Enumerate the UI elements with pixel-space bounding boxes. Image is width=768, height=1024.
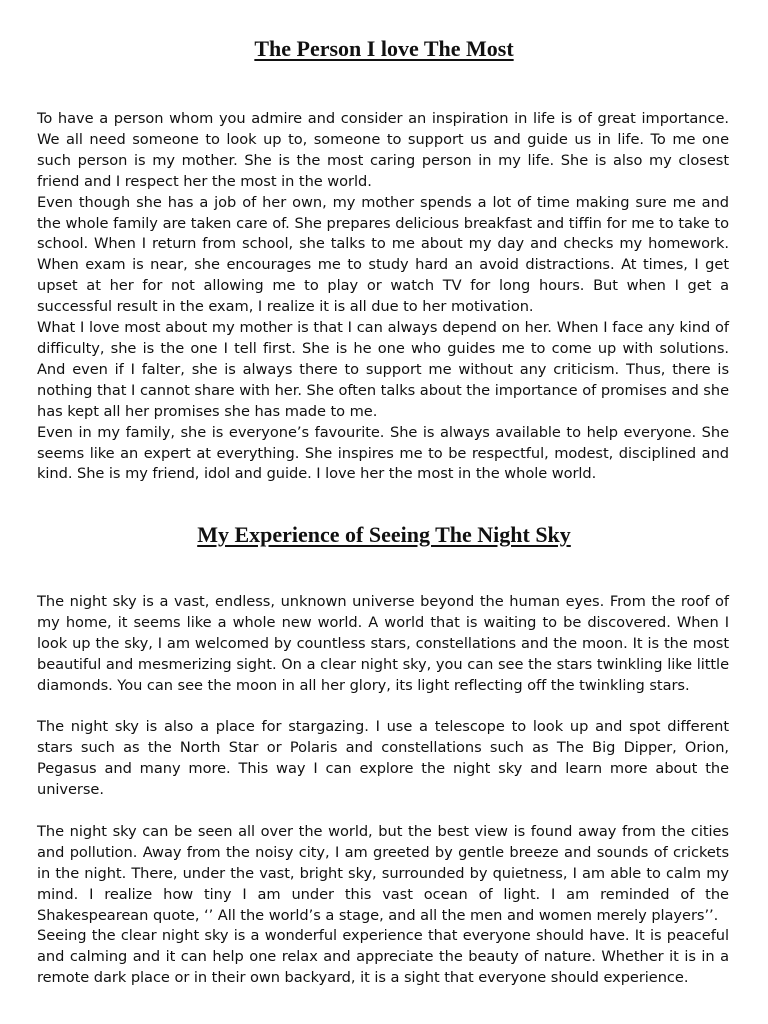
- paragraph: The night sky can be seen all over the world, but the best view is found away from the cities and pollution. Away from the noisy city, I am greeted by gentle breeze and sounds of crickets in the night. There, under the vast, bright sky, surrounded by quietness, I am able to calm my mind. I realize how tiny I am under this vast ocean of light. I am reminded of the Shakespearean quote, ‘’ All the world’s a stage, and all the men and women merely players’’.: [37, 822, 729, 924]
- paragraph: The night sky is a vast, endless, unknown universe beyond the human eyes. From the roof of my home, it seems like a whole new world. A world that is waiting to be discovered. When I look up the sky, I am welcomed by countless stars, constellations and the moon. It is the most beautiful and mesmerizing sight. On a clear night sky, you can see the stars twinkling like little diamonds. You can see the moon in all her glory, its light reflecting off the twinkling stars.: [37, 593, 729, 694]
- paragraph: To have a person whom you admire and consider an inspiration in life is of great importance. We all need someone to look up to, someone to support us and guide us in life. To me one such person is my mother. She is the most caring person in my life. She is also my closest friend and I respect her the most in the world.: [37, 110, 729, 190]
- paragraph: What I love most about my mother is that I can always depend on her. When I face any kind of difficulty, she is the one I tell first. She is he one who guides me to come up with solutions. And even if I falter, she is always there to support me without any criticism. Thus, there is nothing that I cannot share with her. She often talks about the importance of promises and she has kept all her promises she has made to me.: [37, 319, 729, 420]
- paragraph: Seeing the clear night sky is a wonderful experience that everyone should have. It is peaceful and calming and it can help one relax and appreciate the beauty of nature. Whether it is in a remote dark place or in their own backyard, it is a sight that everyone should experience.: [37, 927, 729, 987]
- essay-body: [37, 592, 729, 989]
- essay-title: The Person I love The Most: [254, 36, 514, 61]
- paragraph: Even though she has a job of her own, my mother spends a lot of time making sure me and the whole family are taken care of. She prepares delicious breakfast and tiffin for me to take to school. When I return from school, she talks to me about my day and checks my homework. When exam is near, she encourages me to study hard an avoid distractions. At times, I get upset at her for not allowing me to play or watch TV for long hours. But when I get a successful result in the exam, I realize it is all due to her motivation.: [37, 193, 729, 316]
- paragraph: The night sky is also a place for stargazing. I use a telescope to look up and spot different stars such as the North Star or Polaris and constellations such as The Big Dipper, Orion, Pegasus and many more. This way I can explore the night sky and learn more about the universe.: [37, 718, 729, 799]
- essay-body: [37, 109, 729, 485]
- essay-title: My Experience of Seeing The Night Sky: [197, 522, 571, 547]
- paragraph: Even in my family, she is everyone’s favourite. She is always available to help everyone. She seems like an expert at everything. She inspires me to be respectful, modest, disciplined and kind. She is my friend, idol and guide. I love her the most in the whole world.: [37, 423, 729, 483]
